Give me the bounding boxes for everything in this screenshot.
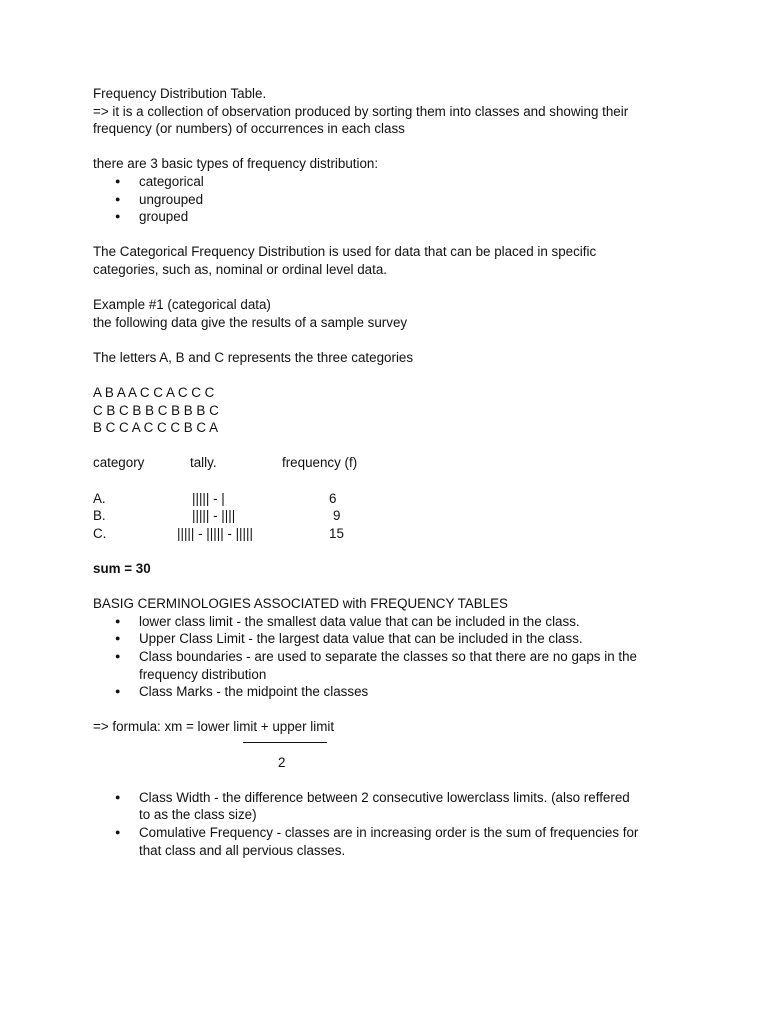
list-item: ● categorical — [93, 173, 693, 191]
example-desc: the following data give the results of a sample survey — [93, 314, 408, 330]
table-row — [93, 525, 693, 543]
terms-list-2 — [93, 789, 693, 859]
header-category: category — [93, 455, 145, 471]
row-frequency: 9 — [333, 508, 341, 524]
row-category: B. — [93, 508, 106, 524]
list-item: ● Upper Class Limit - the largest data value that can be included in the class. — [93, 630, 693, 648]
list-item-line: that class and all pervious classes. — [139, 842, 346, 858]
list-item — [93, 824, 693, 859]
table-row — [93, 490, 693, 508]
list-item: ● Class Marks - the midpoint the classes — [93, 683, 693, 701]
list-item — [93, 789, 693, 824]
types-list — [93, 173, 693, 226]
data-row: B C C A C C C B C A — [93, 420, 219, 436]
list-item: ● ungrouped — [93, 191, 693, 209]
data-row: A B A A C C A C C C — [93, 385, 215, 401]
row-tally: ||||| - |||| — [192, 508, 236, 524]
list-item: ● grouped — [93, 208, 693, 226]
header-frequency: frequency (f) — [282, 455, 358, 471]
list-item — [93, 648, 693, 683]
categorical-desc-line-2: categories, such as, nominal or ordinal level data. — [93, 261, 388, 277]
table-row — [93, 507, 693, 525]
row-tally: ||||| - | — [192, 490, 225, 506]
list-item-line: ● Class boundaries - are used to separate the classes so that there are no gaps in the — [139, 649, 637, 664]
row-frequency: 15 — [329, 525, 344, 541]
row-tally: ||||| - ||||| - ||||| — [177, 525, 253, 541]
list-item-line: ● Class Width - the difference between 2 consecutive lowerclass limits. (also reffered — [139, 789, 630, 805]
terms-title: BASIG CERMINOLOGIES ASSOCIATED with FREQUENCY TABLES — [93, 596, 508, 612]
row-frequency: 6 — [329, 490, 337, 506]
terms-list — [93, 613, 693, 701]
types-intro: there are 3 basic types of frequency distribution: — [93, 156, 379, 172]
list-item-line: to as the class size) — [139, 807, 257, 823]
list-item-line: frequency distribution — [139, 666, 267, 682]
sum-total: sum = 30 — [93, 561, 151, 577]
example-title: Example #1 (categorical data) — [93, 297, 271, 313]
definition-line-2: frequency (or numbers) of occurrences in each class — [93, 121, 405, 137]
row-category: C. — [93, 525, 107, 541]
formula-divisor-row — [93, 754, 693, 772]
formula-fraction-bar — [93, 736, 693, 754]
document-title: Frequency Distribution Table. — [93, 86, 267, 101]
fraction-line — [243, 742, 327, 743]
table-header-row — [93, 454, 693, 472]
definition-line-1: => it is a collection of observation produced by sorting them into classes and showing their — [93, 103, 629, 119]
row-category: A. — [93, 490, 106, 506]
list-item-line: ● Comulative Frequency - classes are in increasing order is the sum of frequencies for — [139, 824, 639, 840]
letters-desc: The letters A, B and C represents the three categories — [93, 349, 414, 365]
data-row: C B C B B C B B B C — [93, 402, 219, 418]
document-page — [93, 85, 693, 859]
list-item: ● lower class limit - the smallest data value that can be included in the class. — [93, 613, 693, 631]
formula-line: => formula: xm = lower limit + upper limit — [93, 719, 335, 735]
header-tally: tally. — [190, 455, 217, 471]
categorical-desc-line-1: The Categorical Frequency Distribution is used for data that can be placed in specific — [93, 244, 597, 260]
formula-divisor: 2 — [278, 754, 286, 770]
